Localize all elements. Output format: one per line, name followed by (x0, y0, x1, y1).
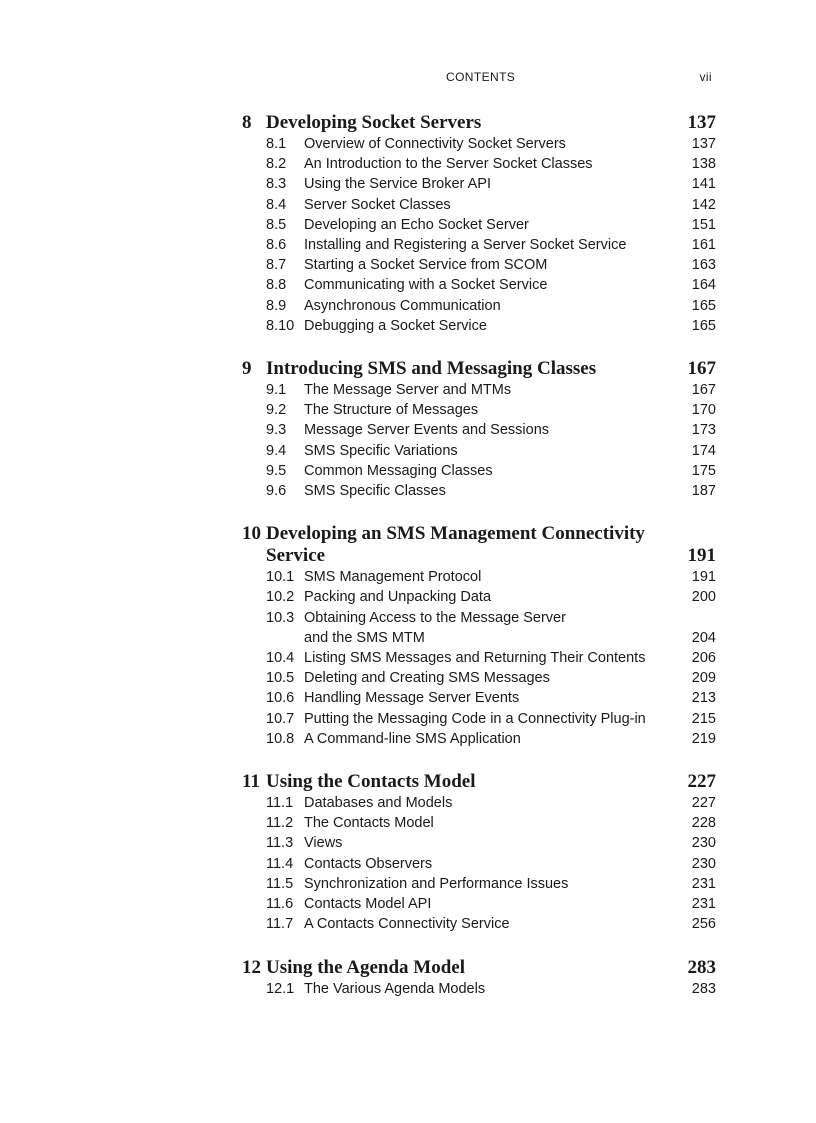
section-entry (242, 235, 716, 255)
section-page: 227 (691, 795, 716, 812)
section-title-line: Databases and Models (304, 795, 453, 812)
section-page: 163 (691, 257, 716, 274)
section-page: 231 (691, 875, 716, 892)
section-entry (242, 316, 716, 336)
section-entry (242, 729, 716, 749)
section-number: 10.2 (266, 589, 295, 606)
section-title-line: Debugging a Socket Service (304, 317, 487, 334)
section-page: 200 (691, 589, 716, 606)
section-title (304, 709, 676, 729)
section-title (304, 481, 676, 501)
section-page: 167 (691, 382, 716, 399)
section-title (304, 648, 676, 668)
section-page: 173 (691, 422, 716, 439)
section-title (304, 833, 676, 853)
section-title (304, 134, 676, 154)
section-page: 231 (691, 896, 716, 913)
section-number: 10.7 (266, 710, 295, 727)
section-entry (242, 567, 716, 587)
chapter-title-line: Developing an SMS Management Connectivity (266, 523, 645, 545)
chapter-title (266, 112, 676, 134)
chapter-page: 137 (687, 112, 716, 133)
section-title (304, 296, 676, 316)
section-title (304, 441, 676, 461)
section-entry (242, 979, 716, 999)
chapter-heading (242, 358, 716, 380)
section-entry (242, 481, 716, 501)
section-number: 8.5 (266, 216, 287, 233)
section-page: 209 (691, 670, 716, 687)
section-entry (242, 793, 716, 813)
chapter-number: 8 (242, 112, 252, 133)
section-title (304, 235, 676, 255)
section-title (304, 174, 676, 194)
chapter-8 (242, 112, 716, 336)
section-title (304, 979, 676, 999)
section-title-line: Deleting and Creating SMS Messages (304, 670, 550, 687)
section-title-line: Synchronization and Performance Issues (304, 875, 569, 892)
section-title (304, 316, 676, 336)
section-title-line: Message Server Events and Sessions (304, 422, 550, 439)
chapter-title-line: Introducing SMS and Messaging Classes (266, 358, 597, 380)
chapter-heading (242, 523, 716, 567)
section-page: 165 (691, 317, 716, 334)
section-title (304, 420, 676, 440)
section-page: 187 (691, 483, 716, 500)
section-page: 161 (691, 237, 716, 254)
section-entry (242, 608, 716, 648)
section-entry (242, 854, 716, 874)
section-title (304, 793, 676, 813)
section-entry (242, 688, 716, 708)
section-entry (242, 709, 716, 729)
section-title-line: Contacts Model API (304, 896, 432, 913)
section-number: 10.3 (266, 609, 295, 626)
section-number: 11.1 (266, 795, 294, 812)
section-page: 175 (691, 462, 716, 479)
section-title-line: Handling Message Server Events (304, 690, 520, 707)
section-title-line: A Command-line SMS Application (304, 730, 521, 747)
section-title-line: Contacts Observers (304, 855, 433, 872)
section-entry (242, 296, 716, 316)
section-number: 8.6 (266, 237, 287, 254)
section-number: 8.9 (266, 297, 287, 314)
section-title (304, 195, 676, 215)
section-number: 9.4 (266, 442, 287, 459)
section-entry (242, 587, 716, 607)
section-page: 219 (691, 730, 716, 747)
section-entry (242, 174, 716, 194)
section-entry (242, 195, 716, 215)
section-title-line: A Contacts Connectivity Service (304, 916, 510, 933)
section-title (304, 874, 676, 894)
section-title-line: SMS Management Protocol (304, 569, 482, 586)
chapter-number: 10 (242, 523, 261, 545)
table-of-contents (242, 112, 716, 1021)
section-title (304, 894, 676, 914)
section-title-line: Views (304, 835, 343, 852)
section-page: 151 (691, 216, 716, 233)
section-entry (242, 134, 716, 154)
section-entry (242, 255, 716, 275)
section-entry (242, 894, 716, 914)
section-title-line: An Introduction to the Server Socket Classes (304, 156, 593, 173)
section-title-line: Using the Service Broker API (304, 176, 491, 193)
section-page: 228 (691, 815, 716, 832)
section-title-line: SMS Specific Variations (304, 442, 458, 459)
section-title-line: Obtaining Access to the Message Server (304, 609, 566, 626)
section-number: 8.8 (266, 277, 287, 294)
section-page: 204 (691, 629, 716, 646)
section-title (304, 400, 676, 420)
section-number: 10.8 (266, 730, 295, 747)
chapter-10 (242, 523, 716, 749)
chapter-title-line: Service (266, 545, 326, 567)
section-title (304, 275, 676, 295)
section-title-line: and the SMS MTM (304, 629, 425, 646)
section-title-line: Server Socket Classes (304, 196, 451, 213)
section-title-line: Asynchronous Communication (304, 297, 501, 314)
chapter-11 (242, 771, 716, 934)
section-page: 142 (691, 196, 716, 213)
section-entry (242, 648, 716, 668)
section-page: 206 (691, 650, 716, 667)
chapter-page: 283 (687, 956, 716, 978)
section-entry (242, 914, 716, 934)
section-entry (242, 668, 716, 688)
section-page: 164 (691, 277, 716, 294)
section-number: 8.2 (266, 156, 287, 173)
section-title-line: Developing an Echo Socket Server (304, 216, 529, 233)
section-title (304, 255, 676, 275)
section-entry (242, 461, 716, 481)
section-title-line: Communicating with a Socket Service (304, 277, 548, 294)
section-title (304, 380, 676, 400)
chapter-title (266, 771, 676, 793)
chapter-number: 11 (242, 771, 260, 793)
section-title (304, 215, 676, 235)
section-title-line: Starting a Socket Service from SCOM (304, 257, 548, 274)
chapter-title (266, 523, 676, 567)
section-page: 138 (691, 156, 716, 173)
section-number: 11.4 (266, 855, 294, 872)
section-page: 170 (691, 402, 716, 419)
section-page: 165 (691, 297, 716, 314)
section-page: 230 (691, 835, 716, 852)
section-number: 11.6 (266, 896, 294, 913)
section-number: 9.6 (266, 483, 287, 500)
section-number: 9.1 (266, 382, 287, 399)
chapter-title (266, 358, 676, 380)
section-entry (242, 441, 716, 461)
section-entry (242, 874, 716, 894)
section-number: 11.7 (266, 916, 294, 933)
chapter-9 (242, 358, 716, 501)
section-title-line: Putting the Messaging Code in a Connectivity Plug-in (304, 710, 646, 727)
chapter-title-line: Using the Contacts Model (266, 771, 476, 793)
section-number: 10.5 (266, 670, 295, 687)
section-number: 8.3 (266, 176, 287, 193)
section-number: 10.4 (266, 650, 295, 667)
chapter-heading (242, 957, 716, 979)
section-number: 11.2 (266, 815, 294, 832)
section-number: 8.1 (266, 136, 287, 152)
section-title (304, 914, 676, 934)
chapter-page: 227 (687, 771, 716, 793)
section-page: 283 (691, 980, 716, 997)
section-title (304, 729, 676, 749)
section-number: 10.6 (266, 690, 295, 707)
section-number: 8.10 (266, 317, 295, 334)
section-page: 174 (691, 442, 716, 459)
page-number: vii (699, 70, 712, 84)
section-entry (242, 420, 716, 440)
chapter-title (266, 957, 676, 979)
section-title-line: SMS Specific Classes (304, 483, 446, 500)
section-number: 8.4 (266, 196, 287, 213)
section-title (304, 567, 676, 587)
section-number: 12.1 (266, 980, 295, 997)
section-title-line: The Contacts Model (304, 815, 434, 832)
section-title (304, 813, 676, 833)
section-title (304, 461, 676, 481)
section-page: 213 (691, 690, 716, 707)
section-entry (242, 380, 716, 400)
section-page: 256 (691, 916, 716, 933)
chapter-heading (242, 771, 716, 793)
section-entry (242, 215, 716, 235)
section-title (304, 154, 676, 174)
section-title (304, 854, 676, 874)
chapter-page: 167 (687, 358, 716, 380)
section-title (304, 608, 676, 648)
chapter-title-line: Using the Agenda Model (266, 956, 465, 978)
section-number: 8.7 (266, 257, 287, 274)
section-page: 230 (691, 855, 716, 872)
running-title: CONTENTS (446, 70, 516, 84)
section-number: 11.5 (266, 875, 294, 892)
section-page: 215 (691, 710, 716, 727)
chapter-title-line: Developing Socket Servers (266, 112, 482, 133)
section-entry (242, 275, 716, 295)
section-title (304, 668, 676, 688)
chapter-heading (242, 112, 716, 134)
section-title (304, 587, 676, 607)
section-entry (242, 400, 716, 420)
section-entry (242, 813, 716, 833)
section-number: 11.3 (266, 835, 294, 852)
section-title-line: The Message Server and MTMs (304, 382, 512, 399)
chapter-page: 191 (687, 545, 716, 567)
section-entry (242, 833, 716, 853)
chapter-number: 9 (242, 358, 252, 380)
section-title-line: Overview of Connectivity Socket Servers (304, 136, 566, 152)
section-entry (242, 154, 716, 174)
section-title-line: The Structure of Messages (304, 402, 479, 419)
section-number: 10.1 (266, 569, 295, 586)
section-title (304, 688, 676, 708)
chapter-number: 12 (242, 956, 261, 978)
section-title-line: The Various Agenda Models (304, 980, 486, 997)
running-header (0, 70, 816, 88)
section-title-line: Listing SMS Messages and Returning Their Contents (304, 650, 646, 667)
section-title-line: Common Messaging Classes (304, 462, 493, 479)
chapter-12 (242, 957, 716, 999)
section-number: 9.2 (266, 402, 287, 419)
section-number: 9.5 (266, 462, 287, 479)
section-title-line: Installing and Registering a Server Socket Service (304, 237, 627, 254)
section-page: 137 (691, 136, 716, 152)
section-number: 9.3 (266, 422, 287, 439)
section-page: 191 (691, 569, 716, 586)
section-page: 141 (691, 176, 716, 193)
section-title-line: Packing and Unpacking Data (304, 589, 492, 606)
